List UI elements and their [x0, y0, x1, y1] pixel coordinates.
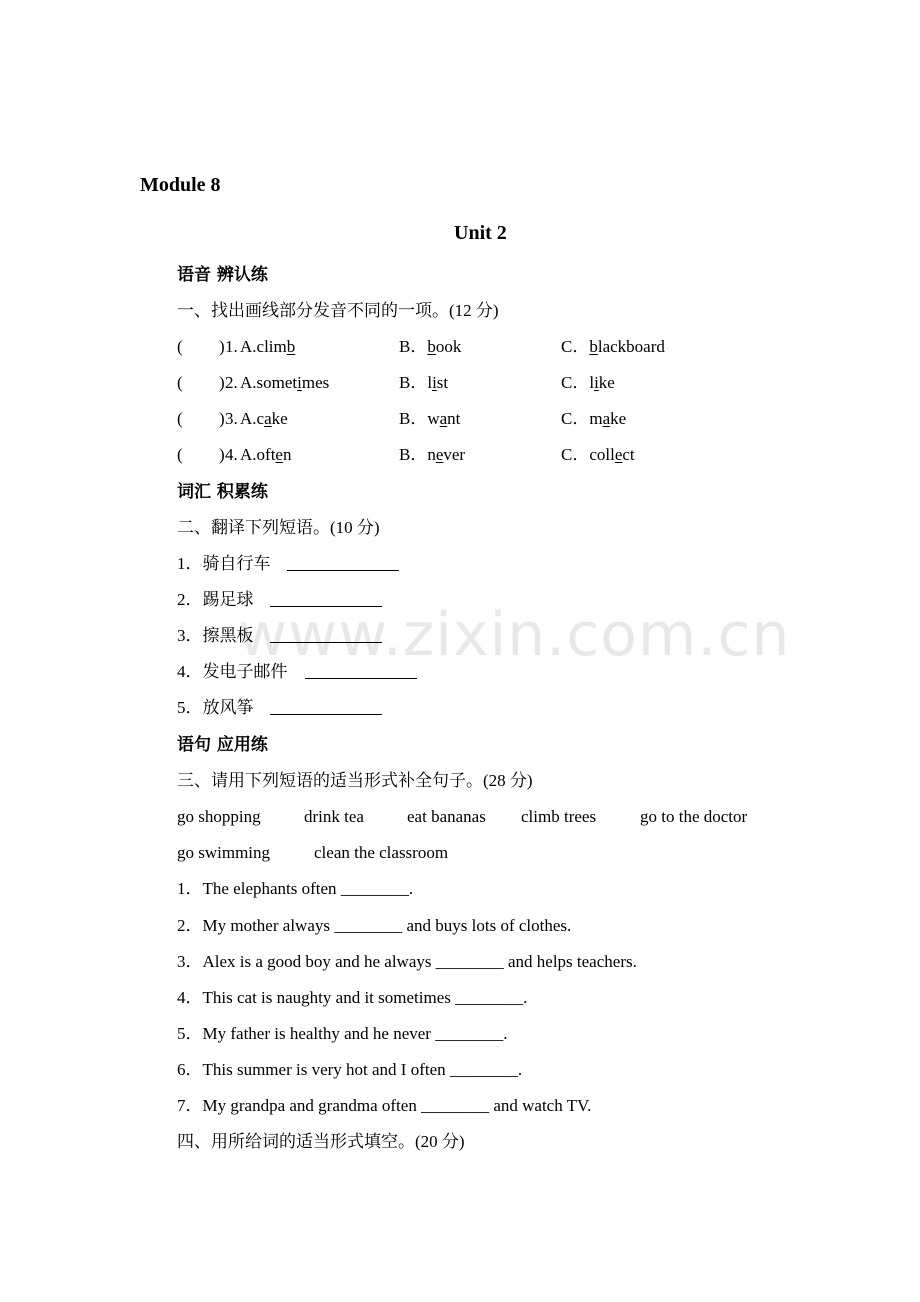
- option-b: B．book: [399, 337, 462, 356]
- answer-paren-open: (: [177, 445, 183, 464]
- phrase: clean the classroom: [314, 843, 449, 862]
- item-text: 3．擦黑板: [177, 626, 254, 645]
- item-text: 2．踢足球: [177, 590, 254, 609]
- sentence-end: and watch TV.: [489, 1096, 592, 1115]
- item-number: 3.: [225, 409, 238, 428]
- fill-sentence: [177, 1059, 522, 1081]
- section1-title: 一、找出画线部分发音不同的一项。(12 分): [177, 301, 499, 320]
- answer-blank[interactable]: [270, 590, 382, 607]
- answer-paren-open: (: [177, 373, 183, 392]
- answer-blank[interactable]: ________: [435, 952, 504, 971]
- unit-title: Unit 2: [454, 222, 507, 244]
- answer-blank[interactable]: [287, 554, 399, 571]
- fill-sentence: [177, 915, 571, 937]
- option-a: A.cake: [240, 409, 288, 428]
- answer-blank[interactable]: [270, 626, 382, 643]
- option-b: B．want: [399, 409, 461, 428]
- phrase: go shopping: [177, 807, 261, 826]
- option-b: B．list: [399, 373, 449, 392]
- module-title: Module 8: [140, 174, 221, 196]
- option-c: C．blackboard: [561, 337, 665, 356]
- option-c: C．make: [561, 409, 627, 428]
- item-text: 1．骑自行车: [177, 554, 271, 573]
- section2-title: 二、翻译下列短语。(10 分): [177, 518, 380, 537]
- section3-label: 语句 应用练: [177, 735, 268, 755]
- answer-paren-close: ): [219, 373, 225, 392]
- sentence-end: .: [523, 988, 528, 1007]
- answer-blank[interactable]: [305, 662, 417, 679]
- answer-blank[interactable]: ________: [435, 1024, 504, 1043]
- fill-sentence: [177, 878, 413, 900]
- section3-title: 三、请用下列短语的适当形式补全句子。(28 分): [177, 771, 533, 790]
- sentence-end: .: [517, 1060, 523, 1079]
- answer-paren-close: ): [219, 409, 225, 428]
- answer-blank[interactable]: [270, 698, 382, 715]
- item-number: 4.: [225, 445, 238, 464]
- option-c: C．collect: [561, 445, 635, 464]
- item-number: 1.: [225, 337, 238, 356]
- option-a: A.climb: [240, 337, 296, 356]
- section2-label: 词汇 积累练: [177, 482, 268, 502]
- answer-blank[interactable]: ________: [449, 1060, 518, 1079]
- item-number: 2.: [225, 373, 238, 392]
- phrase: go swimming: [177, 843, 271, 862]
- sentence-start: 6．This summer is very hot and I often: [177, 1060, 450, 1079]
- answer-paren-open: (: [177, 409, 183, 428]
- answer-paren-close: ): [219, 445, 225, 464]
- phrase: drink tea: [304, 807, 364, 826]
- item-text: 4．发电子邮件: [177, 662, 288, 681]
- answer-blank[interactable]: ________: [334, 916, 403, 935]
- fill-sentence: [177, 1095, 591, 1117]
- sentence-end: .: [408, 879, 414, 898]
- answer-paren-open: (: [177, 337, 183, 356]
- phrase: climb trees: [521, 807, 597, 826]
- sentence-start: 5．My father is healthy and he never: [177, 1024, 436, 1043]
- option-c: C．like: [561, 373, 615, 392]
- fill-sentence: [177, 951, 637, 973]
- item-text: 5．放风筝: [177, 698, 254, 717]
- answer-blank[interactable]: ________: [455, 988, 524, 1007]
- sentence-end: .: [503, 1024, 508, 1043]
- sentence-start: 3．Alex is a good boy and he always: [177, 952, 436, 971]
- sentence-end: and buys lots of clothes.: [402, 916, 572, 935]
- answer-blank[interactable]: ________: [421, 1096, 490, 1115]
- watermark: www.zixin.com.cn: [238, 600, 791, 670]
- option-a: A.often: [240, 445, 292, 464]
- fill-sentence: [177, 987, 527, 1009]
- answer-paren-close: ): [219, 337, 225, 356]
- sentence-start: 7．My grandpa and grandma often: [177, 1096, 422, 1115]
- sentence-start: 4．This cat is naughty and it sometimes: [177, 988, 456, 1007]
- section1-label: 语音 辨认练: [177, 265, 268, 285]
- sentence-end: and helps teachers.: [503, 952, 637, 971]
- sentence-start: 1．The elephants often: [177, 879, 341, 898]
- fill-sentence: [177, 1023, 507, 1045]
- phrase: go to the doctor: [640, 807, 748, 826]
- option-a: A.sometimes: [240, 373, 330, 392]
- phrase: eat bananas: [407, 807, 486, 826]
- section4-title: 四、用所给词的适当形式填空。(20 分): [177, 1132, 465, 1151]
- option-b: B．never: [399, 445, 466, 464]
- sentence-start: 2．My mother always: [177, 916, 335, 935]
- answer-blank[interactable]: ________: [340, 879, 409, 898]
